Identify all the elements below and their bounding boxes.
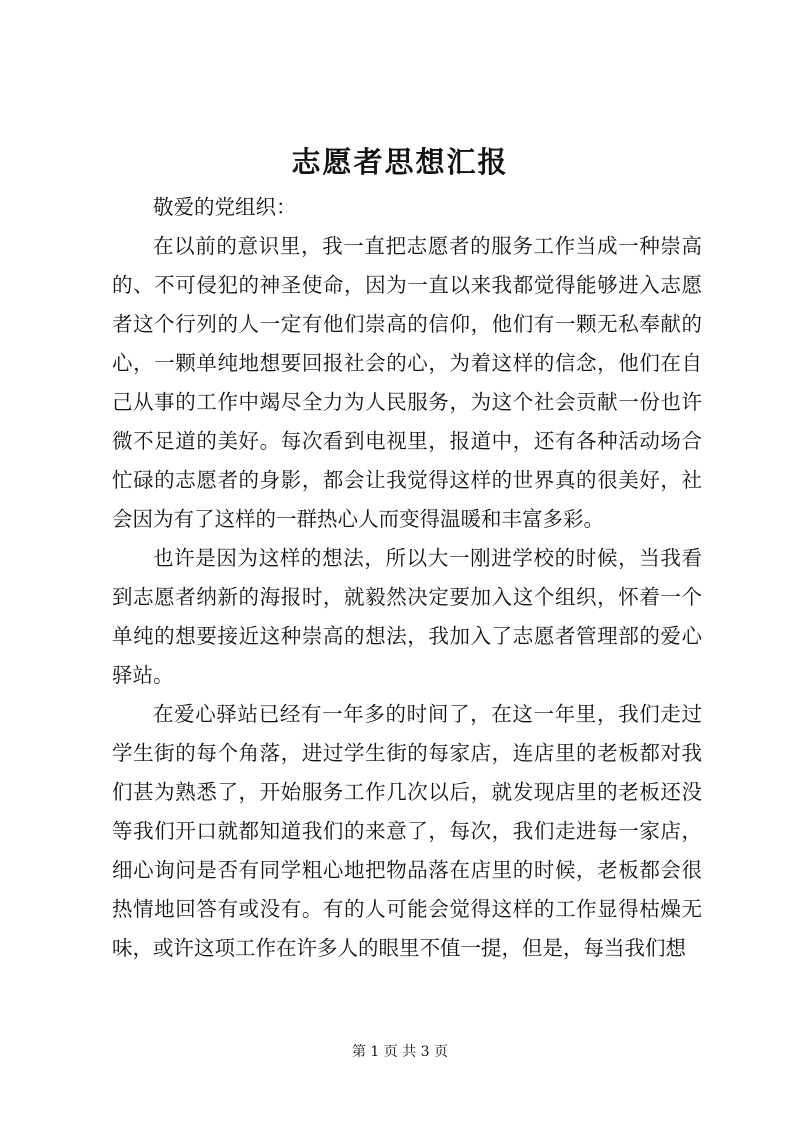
paragraph: 在爱心驿站已经有一年多的时间了，在这一年里，我们走过学生街的每个角落，进过学生街的每家店，连店里的老板都对我们甚为熟悉了，开始服务工作几次以后，就发现店里的老板还没等我们开口就都知道我们的来意了，每次，我们走进每一家店，细心询问是否有同学粗心地把物品落在店里的时候，老板都会很热情地回答有或没有。有的人可能会觉得这样的工作显得枯燥无味，或许这项工作在许多人的眼里不值一提，但是，每当我们想 xyxy=(112,702,702,960)
paragraph: 在以前的意识里，我一直把志愿者的服务工作当成一种崇高的、不可侵犯的神圣使命，因为一直以来我都觉得能够进入志愿者这个行列的人一定有他们崇高的信仰，他们有一颗无私奉献的心，一颗单纯地想要回报社会的心，为着这样的信念，他们在自己从事的工作中竭尽全力为人民服务，为这个社会贡献一份也许微不足道的美好。每次看到电视里，报道中，还有各种活动场合忙碌的志愿者的身影，都会让我觉得这样的世界真的很美好，社会因为有了这样的一群热心人而变得温暖和丰富多彩。 xyxy=(112,234,702,531)
salutation: 敬爱的党组织： xyxy=(153,195,297,219)
page-footer: 第 1 页 共 3 页 xyxy=(351,1044,449,1060)
page-title: 志愿者思想汇报 xyxy=(291,145,509,179)
paragraph: 也许是因为这样的想法，所以大一刚进学校的时候，当我看到志愿者纳新的海报时，就毅然决定要加入这个组织，怀着一个单纯的想要接近这种崇高的想法，我加入了志愿者管理部的爱心驿站。 xyxy=(112,546,702,687)
document-body xyxy=(112,188,702,968)
